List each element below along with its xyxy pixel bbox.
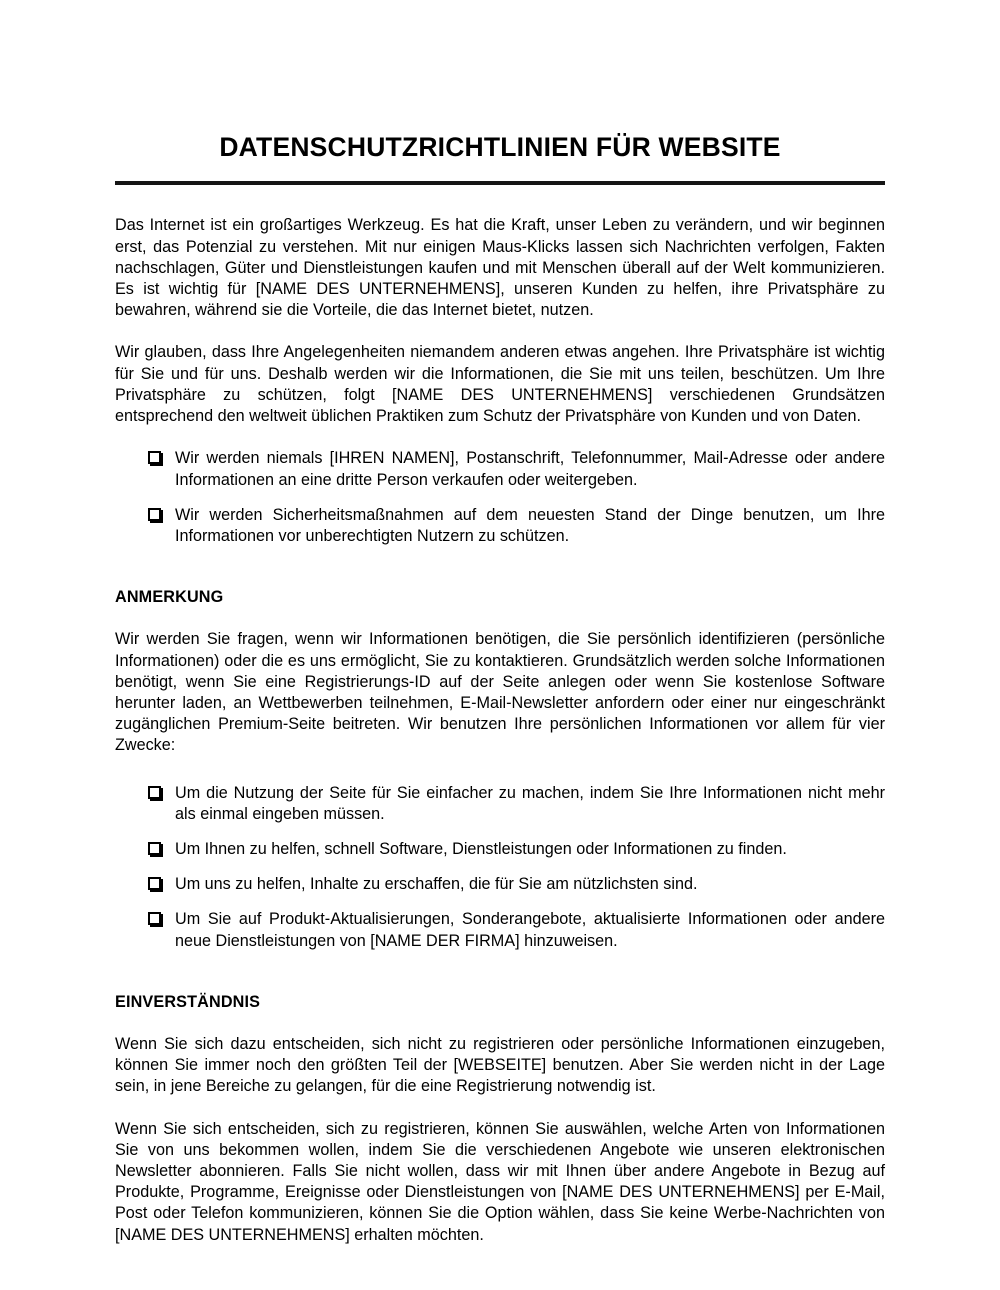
checkbox-square-icon xyxy=(148,877,161,890)
list-item xyxy=(115,783,885,825)
title-block xyxy=(115,0,885,185)
list-item-label: Um uns zu helfen, Inhalte zu erschaffen, die für Sie am nützlichsten sind. xyxy=(175,875,698,894)
list-item xyxy=(115,505,885,547)
list-item xyxy=(115,839,885,860)
section-heading-einverstaendnis: EINVERSTÄNDNIS xyxy=(115,992,261,1011)
list-item xyxy=(115,448,885,490)
list-item-label: Um Sie auf Produkt-Aktualisierungen, Sonderangebote, aktualisierte Informationen oder andere neue Dienstleistungen von [NAME DER FIRMA] hinzuweisen. xyxy=(175,910,885,950)
checkbox-square-icon xyxy=(148,786,161,799)
einverstaendnis-paragraph-1: Wenn Sie sich dazu entscheiden, sich nicht zu registrieren oder persönliche Informationen einzugeben, können Sie immer noch den größten Teil der [WEBSEITE] benutzen. Aber Sie werden nicht in der Lage sein, in jene Bereiche zu gelangen, für die eine Registrierung notwendig ist. xyxy=(115,1034,885,1096)
anmerkung-paragraph-1: Wir werden Sie fragen, wenn wir Informationen benötigen, die Sie persönlich identifizieren (persönliche Informationen) oder die es uns ermöglicht, Sie zu kontaktieren. Grundsätzlich werden solche Informationen benötigt, wenn Sie eine Registrierungs-ID auf der Seite anlegen oder wenn Sie kostenlose Software herunter laden, an Wettbewerben teilnehmen, E-Mail-Newsletter anfordern oder einer nur eingeschränkt zugänglichen Premium-Seite beitreten. Wir benutzen Ihre persönlichen Informationen vor allem für vier Zwecke: xyxy=(115,630,885,755)
checkbox-square-icon xyxy=(148,451,161,464)
page-title: DATENSCHUTZRICHTLINIEN FÜR WEBSITE xyxy=(219,132,781,162)
intro-checkbox-list xyxy=(115,448,885,547)
checkbox-square-icon xyxy=(148,508,161,521)
list-item xyxy=(115,874,885,895)
list-item-label: Um die Nutzung der Seite für Sie einfacher zu machen, indem Sie Ihre Informationen nicht mehr als einmal eingeben müssen. xyxy=(175,783,885,823)
section-heading-anmerkung: ANMERKUNG xyxy=(115,588,224,607)
intro-paragraph-2: Wir glauben, dass Ihre Angelegenheiten niemandem anderen etwas angehen. Ihre Privatsphäre ist wichtig für Sie und für uns. Deshalb werden wir die Informationen, die Sie mit uns teilen, beschützen. Um Ihre Privatsphäre zu schützen, folgt [NAME DES UNTERNEHMENS] verschiedenen Grundsätzen entsprechend den weltweit üblichen Praktiken zum Schutz der Privatsphäre von Kunden und von Daten. xyxy=(115,343,885,426)
intro-paragraph-1: Das Internet ist ein großartiges Werkzeug. Es hat die Kraft, unser Leben zu verändern, und wir beginnen erst, das Potenzial zu verstehen. Mit nur einigen Maus-Klicks lassen sich Nachrichten verfolgen, Fakten nachschlagen, Güter und Dienstleistungen kaufen und mit Menschen überall auf der Welt kommunizieren. Es ist wichtig für [NAME DES UNTERNEHMENS], unseren Kunden zu helfen, ihre Privatsphäre zu bewahren, während sie die Vorteile, die das Internet bietet, nutzen. xyxy=(115,216,885,320)
list-item xyxy=(115,909,885,951)
anmerkung-checkbox-list xyxy=(115,783,885,952)
document-body xyxy=(115,185,885,1245)
list-item-label: Um Ihnen zu helfen, schnell Software, Dienstleistungen oder Informationen zu finden. xyxy=(175,839,787,858)
list-item-label: Wir werden Sicherheitsmaßnahmen auf dem neuesten Stand der Dinge benutzen, um Ihre Informationen vor unberechtigten Nutzern zu schützen. xyxy=(175,505,885,545)
checkbox-square-icon xyxy=(148,912,161,925)
checkbox-square-icon xyxy=(148,842,161,855)
list-item-label: Wir werden niemals [IHREN NAMEN], Postanschrift, Telefonnummer, Mail-Adresse oder andere Informationen an eine dritte Person verkaufen oder weitergeben. xyxy=(175,449,885,489)
einverstaendnis-paragraph-2: Wenn Sie sich entscheiden, sich zu registrieren, können Sie auswählen, welche Arten von Informationen Sie von uns bekommen wollen, indem Sie die verschiedenen Angebote wie unseren elektronischen Newsletter abonnieren. Falls Sie nicht wollen, dass wir mit Ihnen über andere Angebote in Bezug auf Produkte, Programme, Ereignisse oder Dienstleistungen von [NAME DES UNTERNEHMENS] per E-Mail, Post oder Telefon kommunizieren, können Sie die Option wählen, dass Sie keine Werbe-Nachrichten von [NAME DES UNTERNEHMENS] erhalten möchten. xyxy=(115,1119,885,1244)
